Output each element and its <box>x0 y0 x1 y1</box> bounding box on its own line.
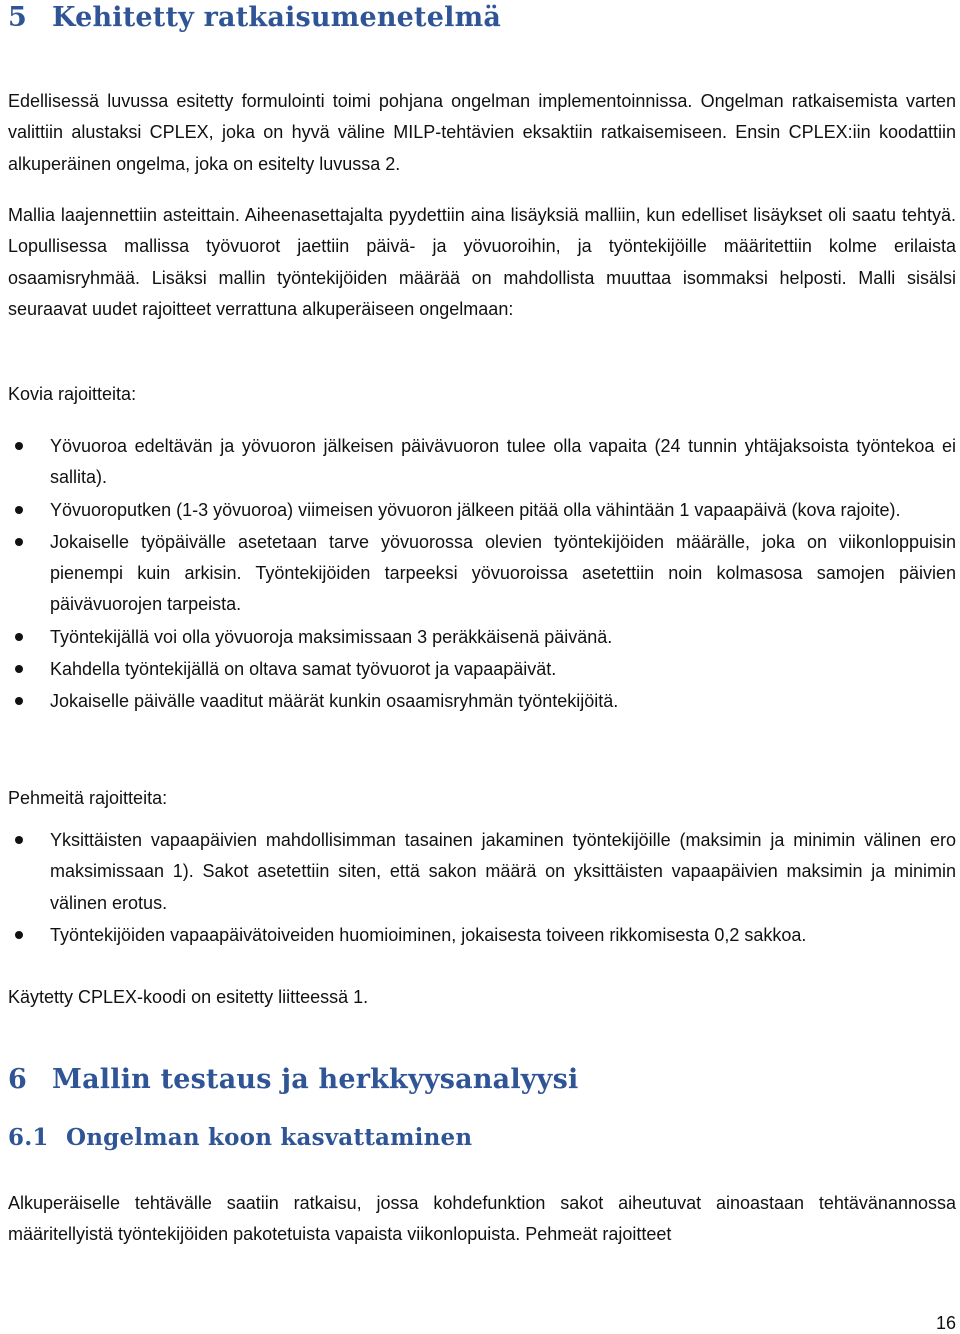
section-6-1-heading <box>8 1124 472 1151</box>
list-item-text: Yövuoroputken (1-3 yövuoroa) viimeisen yövuoron jälkeen pitää olla vähintään 1 vapaapäivä (kova rajoite). <box>50 499 901 520</box>
list-item-text: Jokaiselle päivälle vaaditut määrät kunkin osaamisryhmän työntekijöitä. <box>50 691 619 712</box>
section-6-1-title: Ongelman koon kasvattaminen <box>66 1124 473 1151</box>
section-6-heading <box>8 1064 578 1095</box>
list-item <box>8 495 956 526</box>
section-6-1-number: 6.1 <box>8 1124 49 1151</box>
bullet-icon <box>15 665 23 673</box>
section-5-closing: Käytetty CPLEX-koodi on esitetty liitteessä 1. <box>8 987 369 1007</box>
list-item-text: Työntekijöiden vapaapäivätoiveiden huomioiminen, jokaisesta toiveen rikkomisesta 0,2 sakkoa. <box>50 924 807 945</box>
bullet-icon <box>15 836 23 844</box>
section-6-1-paragraph-1: Alkuperäiselle tehtävälle saatiin ratkaisu, jossa kohdefunktion sakot aiheutuvat ainoastaan tehtävänannossa määritellyistä työntekijöiden pakotetuista vapaista viikonlopuista. Pehmeät rajoitteet <box>8 1193 956 1245</box>
hard-constraints-heading: Kovia rajoitteita: <box>8 384 137 404</box>
list-item <box>8 825 956 919</box>
bullet-icon <box>15 442 23 450</box>
soft-constraints-list <box>8 825 956 951</box>
list-item <box>8 686 956 717</box>
section-6-title: Mallin testaus ja herkkyysanalyysi <box>52 1064 579 1095</box>
list-item <box>8 622 956 653</box>
list-item <box>8 431 956 494</box>
list-item-text: Jokaiselle työpäivälle asetetaan tarve yövuorossa olevien työntekijöiden määrälle, joka on viikonloppuisin pienempi kuin arkisin. Työntekijöiden tarpeeksi yövuoroissa asetettiin noin kolmasosa samojen päivien päivävuorojen tarpeista. <box>50 531 956 615</box>
list-item <box>8 654 956 685</box>
section-5-title: Kehitetty ratkaisumenetelmä <box>52 2 502 33</box>
section-6-number: 6 <box>8 1064 27 1095</box>
hard-constraints-list <box>8 431 956 718</box>
list-item-text: Yövuoroa edeltävän ja yövuoron jälkeisen päivävuoron tulee olla vapaita (24 tunnin yhtäjaksoista työntekoa ei sallita). <box>50 436 956 488</box>
page-number: 16 <box>935 1313 956 1333</box>
section-5-number: 5 <box>8 2 27 33</box>
bullet-icon <box>15 538 23 546</box>
bullet-icon <box>15 633 23 641</box>
soft-constraints-heading: Pehmeitä rajoitteita: <box>8 788 168 808</box>
bullet-icon <box>15 931 23 939</box>
list-item-text: Yksittäisten vapaapäivien mahdollisimman tasainen jakaminen työntekijöille (maksimin ja minimin välinen ero maksimissaan 1). Sakot asetettiin siten, että sakon määrä on yksittäisten vapaapäivien maksimin ja minimin välinen erotus. <box>50 830 956 913</box>
bullet-icon <box>15 697 23 705</box>
section-5-paragraph-2: Mallia laajennettiin asteittain. Aiheenasettajalta pyydettiin aina lisäyksiä malliin, kun edelliset lisäykset oli saatu tehtyä. Lopullisessa mallissa työvuorot jaettiin päivä- ja yövuoroihin, ja työntekijöille määritettiin kolme erilaista osaamisryhmää. Lisäksi mallin työntekijöiden määrää on mahdollista muuttaa isommaksi helposti. Malli sisälsi seuraavat uudet rajoitteet verrattuna alkuperäiseen ongelmaan: <box>8 205 956 319</box>
section-5-paragraph-1: Edellisessä luvussa esitetty formulointi toimi pohjana ongelman implementoinnissa. Ongelman ratkaisemista varten valittiin alustaksi CPLEX, joka on hyvä väline MILP-tehtävien eksaktiin ratkaisemiseen. Ensin CPLEX:iin koodattiin alkuperäinen ongelma, joka on esitelty luvussa 2. <box>8 91 956 174</box>
list-item-text: Työntekijällä voi olla yövuoroja maksimissaan 3 peräkkäisenä päivänä. <box>50 626 613 647</box>
list-item <box>8 527 956 621</box>
bullet-icon <box>15 506 23 514</box>
section-5-heading <box>8 2 501 33</box>
list-item <box>8 920 956 951</box>
list-item-text: Kahdella työntekijällä on oltava samat työvuorot ja vapaapäivät. <box>50 659 557 680</box>
